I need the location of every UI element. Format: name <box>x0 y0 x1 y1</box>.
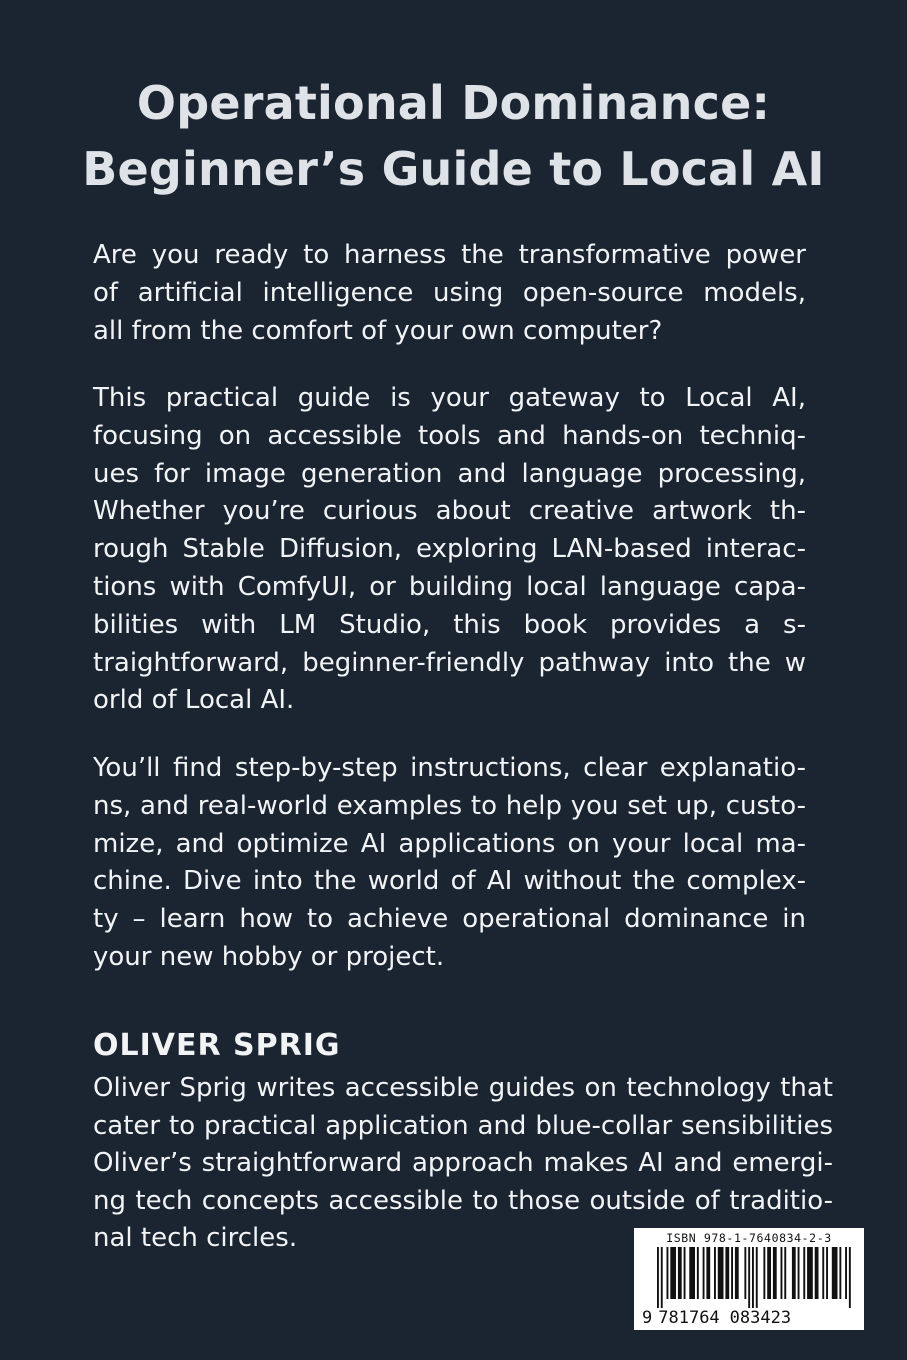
text-line: all from the comfort of your own computer? <box>93 315 663 346</box>
text-line: ues for image generation and language processing, <box>93 458 806 489</box>
title-line-1: Operational Dominance: <box>136 76 771 130</box>
text-line: traightforward, beginner-friendly pathway into the w <box>93 647 806 678</box>
barcode-bar <box>815 1247 819 1299</box>
barcode-bar <box>849 1247 851 1309</box>
ean-digits <box>642 1308 856 1328</box>
barcode-bar <box>725 1247 729 1299</box>
barcode-bar <box>689 1247 695 1299</box>
ean-lead-digit: 9 <box>642 1308 653 1328</box>
text-line: You’ll find step-by-step instructions, clear explanatio- <box>93 753 806 783</box>
barcode-bar <box>784 1247 786 1299</box>
text-line: your new hobby or project. <box>93 941 445 972</box>
ean-group-2: 083423 <box>729 1308 792 1328</box>
barcode-bar <box>697 1247 699 1299</box>
barcode-bar <box>767 1247 771 1299</box>
barcode-bar <box>657 1247 659 1309</box>
barcode-bar <box>807 1247 813 1299</box>
barcode-bar <box>744 1247 746 1299</box>
text-line: Are you ready to harness the transformative power <box>93 240 806 270</box>
intro-paragraph-1 <box>93 237 806 350</box>
intro-paragraph-2 <box>93 380 806 720</box>
barcode-bar <box>670 1247 676 1299</box>
barcode-bar <box>703 1247 705 1299</box>
title-line-2: Beginner’s Guide to Local AI <box>82 142 825 196</box>
text-line: chine. Dive into the world of AI without the complex- <box>93 866 806 897</box>
text-line: ng tech concepts accessible to those outside of traditio- <box>93 1185 833 1216</box>
barcode-bar <box>706 1247 710 1299</box>
barcode-bar <box>752 1247 754 1309</box>
isbn-label: ISBN 978-1-7640834-2-3 <box>666 1231 832 1245</box>
barcode-bar <box>667 1247 669 1299</box>
barcode-bar <box>773 1247 777 1299</box>
barcode-bar <box>678 1247 682 1299</box>
barcode-bar <box>822 1247 824 1299</box>
book-title <box>0 70 907 202</box>
text-line: nal tech circles. <box>93 1223 298 1253</box>
barcode-bar <box>731 1247 733 1299</box>
text-line: ns, and real-world examples to help you set up, custo- <box>93 790 806 821</box>
text-line: This practical guide is your gateway to Local AI, <box>93 383 806 413</box>
text-line: Oliver’s straightforward approach makes AI and emergi- <box>93 1148 833 1178</box>
barcode-bar <box>735 1247 739 1299</box>
barcode-bar <box>798 1247 800 1299</box>
barcode-bar <box>839 1247 841 1299</box>
text-line: bilities with LM Studio, this book provides a s- <box>93 609 806 640</box>
barcode-bar <box>661 1247 663 1309</box>
barcode-bar <box>832 1247 838 1299</box>
barcode-bar <box>748 1247 750 1309</box>
text-line: orld of Local AI. <box>93 685 295 716</box>
intro-paragraph-3 <box>93 750 806 977</box>
barcode-bar <box>684 1247 686 1299</box>
barcode-bar <box>781 1247 783 1299</box>
barcode-bar <box>826 1247 828 1299</box>
barcode-bar <box>763 1247 765 1299</box>
ean-group-1: 781764 <box>658 1308 720 1328</box>
text-line: cater to practical application and blue-collar sensibilities <box>93 1110 833 1141</box>
barcode-bar <box>792 1247 796 1299</box>
text-line: Whether you’re curious about creative artwork th- <box>93 496 806 527</box>
author-name: OLIVER SPRIG <box>93 1028 341 1063</box>
barcode-bar <box>845 1247 847 1299</box>
text-line: ty – learn how to achieve operational dominance in <box>93 904 806 935</box>
text-line: mize, and optimize AI applications on your local ma- <box>93 828 806 859</box>
text-line: rough Stable Diffusion, exploring LAN-based interac- <box>93 534 806 565</box>
barcode-bar <box>803 1247 805 1299</box>
barcode-bar <box>756 1247 758 1309</box>
isbn-barcode <box>634 1228 864 1330</box>
text-line: focusing on accessible tools and hands-on techniq- <box>93 420 806 451</box>
text-line: tions with ComfyUI, or building local language capa- <box>93 571 806 602</box>
barcode-bar <box>714 1247 716 1299</box>
text-line: of artificial intelligence using open-source models, <box>93 277 806 308</box>
barcode-bar <box>718 1247 724 1299</box>
barcode-bars <box>643 1247 855 1309</box>
text-line: Oliver Sprig writes accessible guides on technology that <box>93 1073 833 1103</box>
